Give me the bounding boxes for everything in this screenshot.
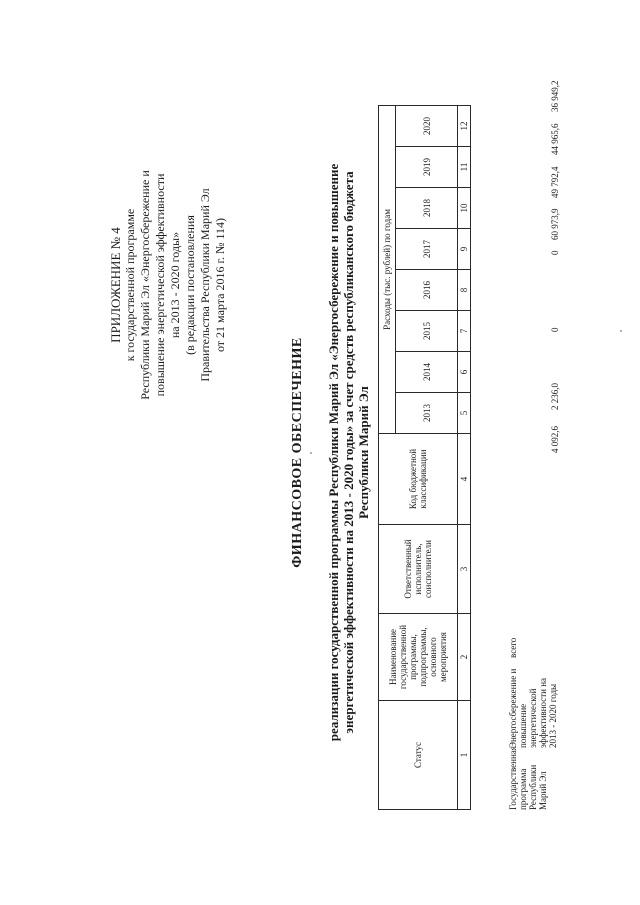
header-status: Статус [379,701,458,810]
appendix-line: Республики Марий Эл «Энергосбережение и [138,170,152,400]
row-value: 49 792,4 [550,166,560,198]
appendix-line: повышение энергетической эффективности [153,173,167,397]
row-value: 4 092,6 [550,426,560,453]
finance-table [378,105,471,810]
header-year: 2016 [396,270,458,311]
row-value: 36 949,2 [550,80,560,112]
appendix-title: ПРИЛОЖЕНИЕ № 4 [108,227,123,343]
header-year: 2020 [396,106,458,147]
header-year: 2017 [396,229,458,270]
column-number: 8 [458,270,471,311]
row-value: 60 973,9 [550,208,560,240]
column-number: 4 [458,434,471,525]
column-number: 7 [458,311,471,352]
document-subtitle [326,0,371,905]
column-number: 3 [458,525,471,614]
row-value: 0 [550,250,560,255]
row-name: Энергосбережение и повышение энергетической эффективности на 2013 - 2020 годы [508,668,558,748]
document-heading [290,0,371,905]
row-value: 2 236,0 [550,383,560,410]
scan-speck [310,452,312,454]
appendix-block [108,120,228,450]
column-number: 6 [458,352,471,393]
header-year: 2019 [396,147,458,188]
header-year: 2013 [396,393,458,434]
subtitle-line: энергетической эффективности на 2013 - 2020 годы» за счет средств республиканского бюджета [341,171,356,734]
header-name: Наименование государственной программы, подпрограммы, основного мероприятия [379,614,458,701]
header-executor: Ответственный исполнитель, соисполнители [379,525,458,614]
column-number: 5 [458,393,471,434]
appendix-line: от 21 марта 2016 г. № 114) [213,217,227,353]
row-status: Государственная программа Республики Марий Эл [508,746,548,810]
subtitle-line: Республики Марий Эл [356,386,371,519]
row-executor: всего [508,637,518,658]
row-value: 0 [550,327,560,332]
header-expenses: Расходы (тыс. рублей) по годам [379,106,396,434]
scan-speck [620,330,622,332]
column-number: 1 [458,701,471,810]
appendix-line: (в редакции постановления [183,215,197,355]
subtitle-line: реализации государственной программы Республики Марий Эл «Энергосбережение и повышение [326,163,341,742]
appendix-line: Правительства Республики Марий Эл [198,188,212,382]
header-code: Код бюджетной классификации [379,434,458,525]
appendix-line: к государственной программе [123,208,137,362]
column-number: 10 [458,188,471,229]
row-value: 44 965,6 [550,123,560,155]
appendix-line: на 2013 - 2020 годы» [168,231,182,339]
column-number: 11 [458,147,471,188]
column-number: 9 [458,229,471,270]
document-title: ФИНАНСОВОЕ ОБЕСПЕЧЕНИЕ [290,337,305,568]
column-number: 2 [458,614,471,701]
header-year: 2014 [396,352,458,393]
header-year: 2015 [396,311,458,352]
column-number: 12 [458,106,471,147]
header-year: 2018 [396,188,458,229]
